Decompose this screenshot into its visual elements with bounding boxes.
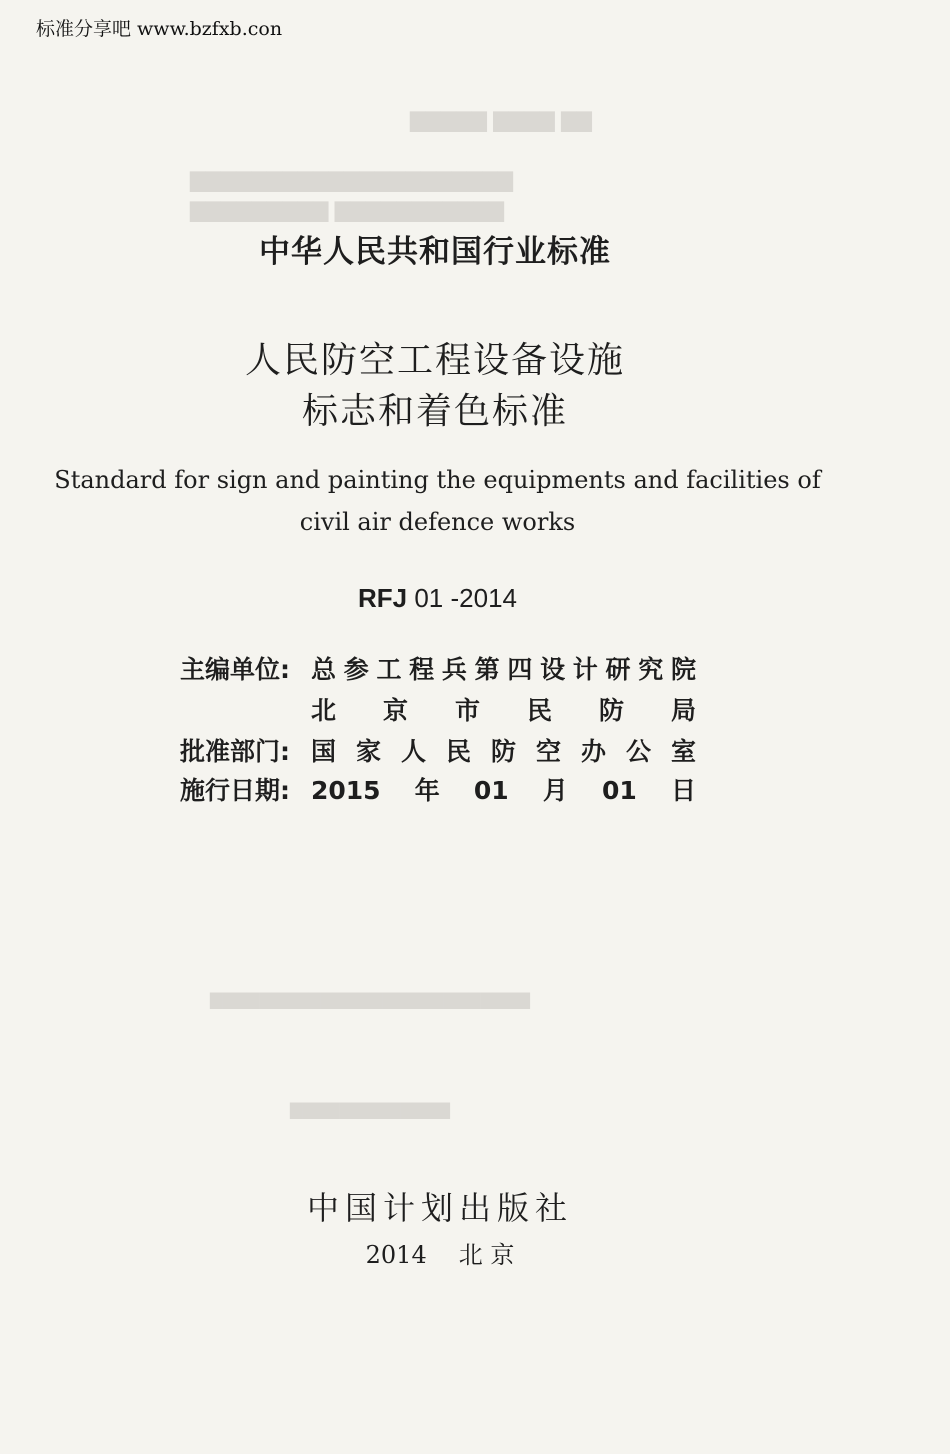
standard-code [0,583,875,614]
info-label: 主编单位: [180,655,290,684]
bleed-through-shadow: ▇▇▇▇▇▇▇▇▇ ▇▇▇▇▇▇▇▇▇▇▇ [190,198,504,222]
publication-year: 2014 [365,1241,427,1269]
info-value: 北京市民防局 [311,696,696,725]
standard-code-number: 01 -2014 [414,583,517,613]
standard-code-prefix: RFJ [357,583,408,613]
title-cn-line2: 标志和着色标准 [301,391,568,432]
title-en-line1: Standard for sign and painting the equipments and facilities of [54,466,821,494]
publication-place [0,1235,880,1270]
info-label: 批准部门: [180,737,290,766]
info-row-approval [180,732,700,768]
watermark-text: 标准分享吧 www.bzfxb.con [36,18,283,40]
industry-standard-heading: 中华人民共和国行业标准 [259,234,611,270]
title-en-line2: civil air defence works [299,508,576,536]
publisher-name: 中国计划出版社 [306,1189,573,1227]
info-label: 施行日期: [180,776,290,805]
info-value: 2015年01月01日 [311,776,696,805]
bleed-through-shadow: ▇▇▇▇▇ ▇▇▇▇ ▇▇ [410,108,592,132]
title-cn-line1: 人民防空工程设备设施 [244,340,625,381]
bleed-through-shadow: ▇▇▇▇▇▇▇▇▇▇▇▇▇▇▇▇▇▇▇▇▇▇▇▇▇▇ [210,990,530,1009]
info-value: 国家人民防空办公室 [311,737,696,766]
info-row-effective-date [180,771,700,807]
info-value: 总参工程兵第四设计研究院 [311,655,696,684]
bleed-through-shadow: ▇▇▇▇▇▇▇▇▇▇▇▇▇▇▇▇▇▇▇▇▇ [190,168,513,192]
bleed-through-shadow: ▇▇▇▇▇▇▇▇▇▇▇▇▇ [290,1100,450,1119]
info-row-editor [180,650,700,686]
info-row-editor-2 [180,691,700,727]
publication-city: 北 京 [458,1241,515,1269]
